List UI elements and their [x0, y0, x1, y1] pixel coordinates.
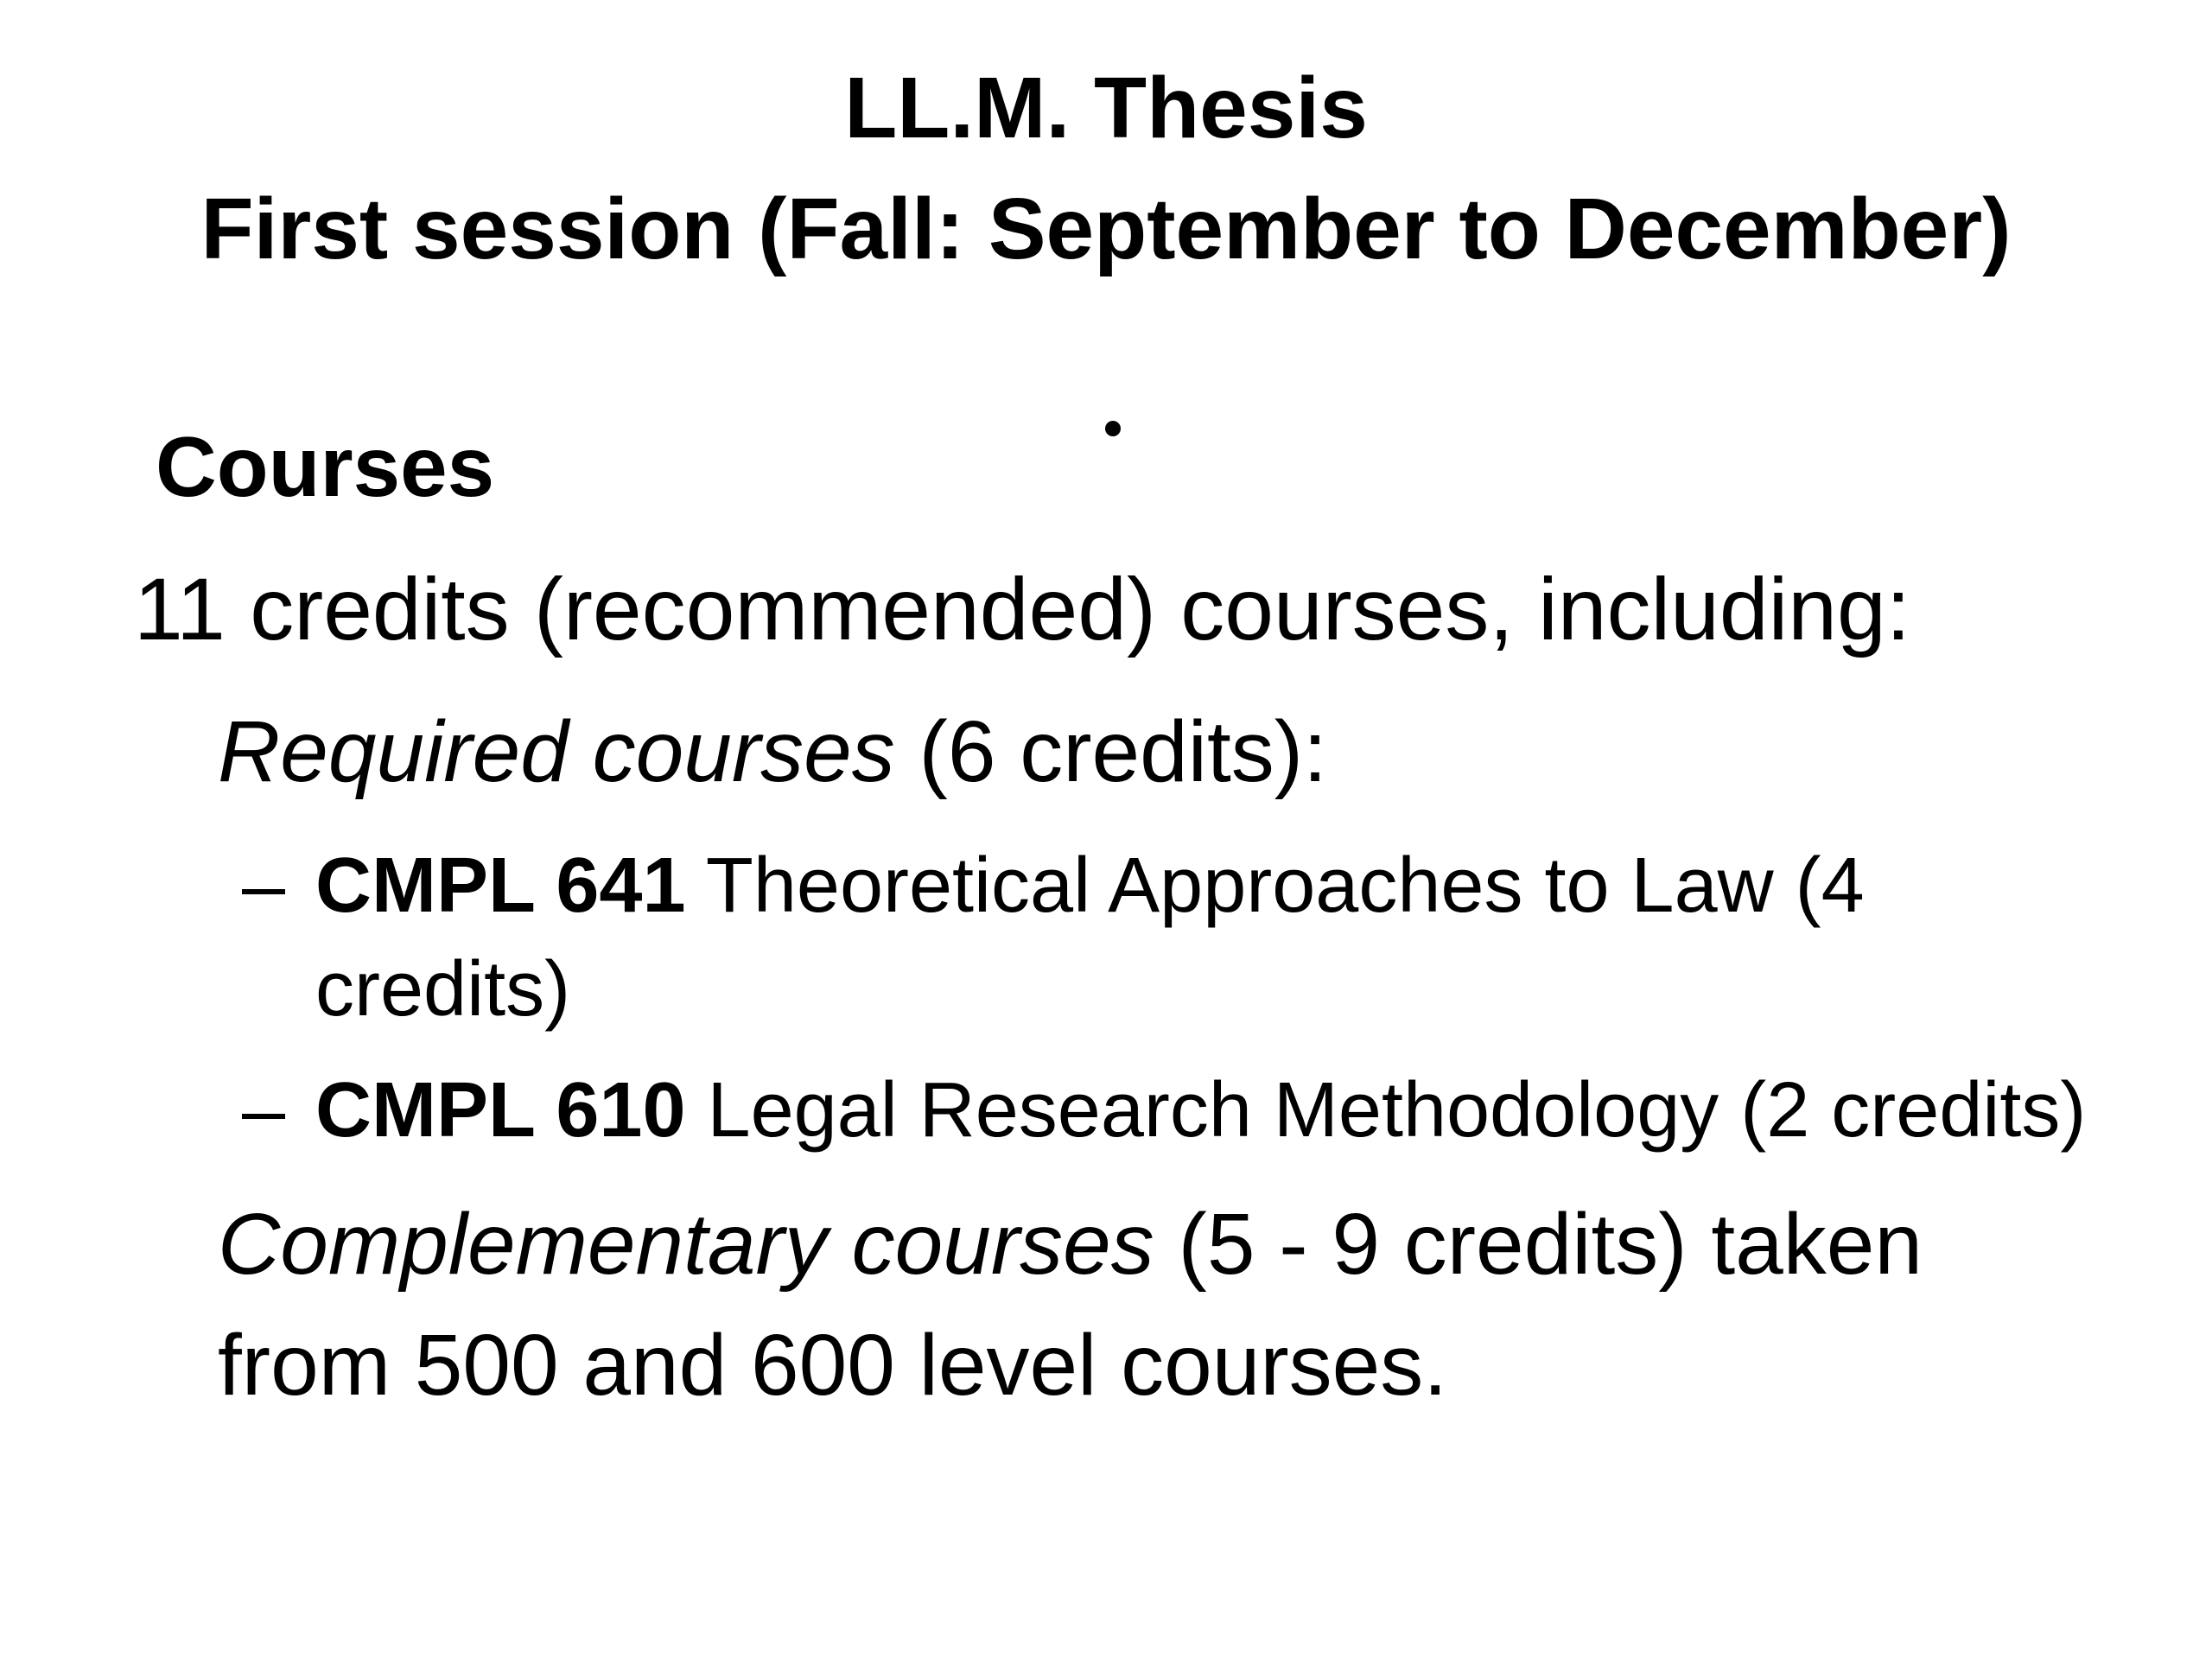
- required-courses-detail: (6 credits):: [894, 703, 1327, 800]
- required-courses-line: [218, 696, 1327, 808]
- bullet-dot: [1105, 421, 1121, 436]
- section-heading: Courses: [156, 419, 495, 514]
- course-item: [315, 834, 1865, 938]
- slide-subtitle: First session (Fall: September to December): [200, 181, 2012, 277]
- course-item: [315, 1058, 2086, 1162]
- complementary-courses-label: Complementary courses: [218, 1196, 1154, 1293]
- required-courses-label: Required courses: [218, 703, 895, 800]
- course-name: Legal Research Methodology (2 credits): [685, 1067, 2087, 1154]
- course-code: CMPL 610: [315, 1067, 686, 1154]
- dash-bullet: –: [242, 1067, 286, 1154]
- course-name-continuation: credits): [315, 946, 571, 1033]
- course-name: Theoretical Approaches to Law (4: [685, 842, 1865, 929]
- complementary-courses-line: [218, 1188, 1923, 1300]
- dash-bullet: –: [242, 842, 286, 929]
- slide-title: LL.M. Thesis: [844, 60, 1368, 156]
- course-code: CMPL 641: [315, 842, 686, 929]
- complementary-courses-detail: (5 - 9 credits) taken: [1154, 1196, 1923, 1293]
- credits-intro: 11 credits (recommended) courses, including:: [134, 560, 1911, 658]
- complementary-courses-continuation: from 500 and 600 level courses.: [218, 1317, 1448, 1414]
